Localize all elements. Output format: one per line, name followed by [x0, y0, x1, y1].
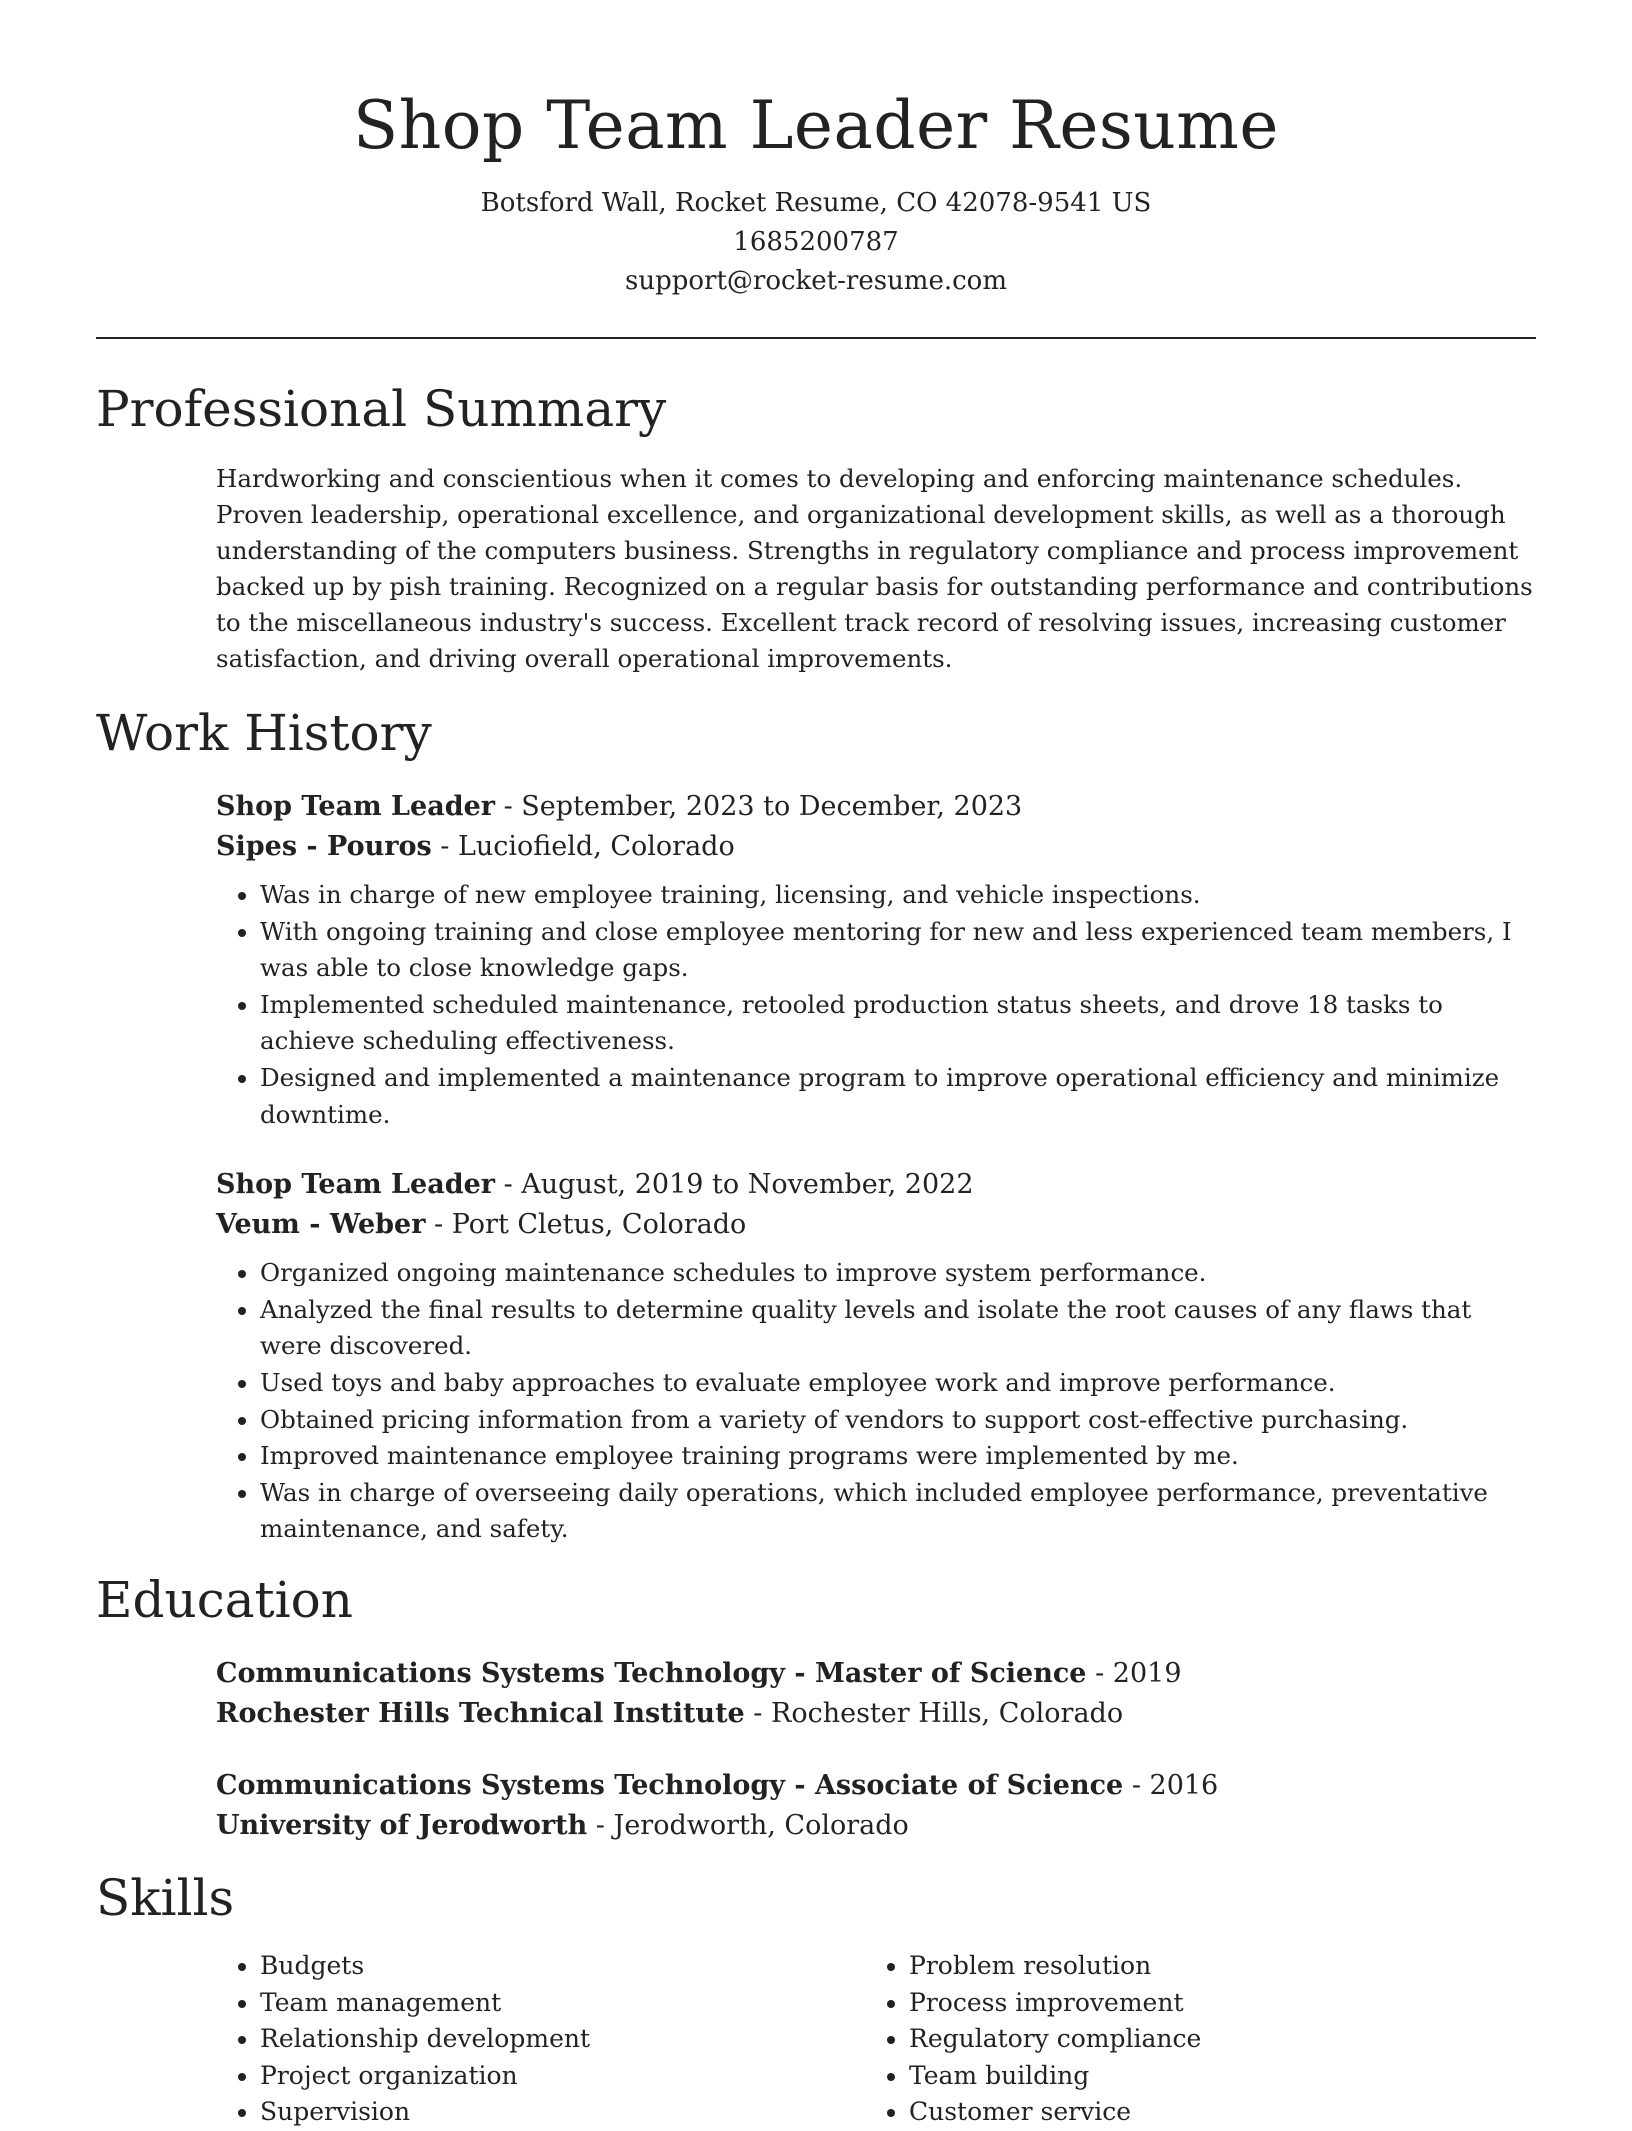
job-location: - Luciofield, Colorado	[431, 831, 735, 862]
school-location: - Rochester Hills, Colorado	[744, 1697, 1124, 1729]
degree-line	[216, 1766, 1536, 1806]
contact-phone: 1685200787	[733, 227, 899, 257]
job-dates: - September, 2023 to December, 2023	[495, 791, 1023, 822]
job-role: Shop Team Leader	[216, 1169, 495, 1201]
school-line	[216, 1694, 1536, 1734]
skill-item: • Budgets	[260, 1948, 865, 1985]
contact-email: support@rocket-resume.com	[624, 266, 1007, 296]
job-duty: • Was in charge of overseeing daily operations, which included employee performance, preventative maintenance, and safety.	[260, 1475, 1536, 1548]
resume-title: Shop Team Leader Resume	[353, 87, 1279, 164]
work-history-section	[96, 703, 1536, 1548]
contact-address: Botsford Wall, Rocket Resume, CO 42078-9541 US	[480, 188, 1152, 218]
job-location: - Port Cletus, Colorado	[425, 1209, 747, 1241]
job-duty: • With ongoing training and close employee mentoring for new and less experienced team members, I was able to close knowledge gaps.	[260, 914, 1536, 987]
job-duties-list	[216, 877, 1536, 1133]
degree-year: - 2019	[1086, 1657, 1182, 1689]
degree-field: Communications Systems Technology - Master of Science	[216, 1657, 1087, 1689]
degree-entry	[216, 1766, 1536, 1846]
skill-item: • Supervision	[260, 2094, 865, 2131]
job-company: Sipes - Pouros	[216, 831, 432, 862]
job-entry	[216, 1165, 1536, 1548]
job-company: Veum - Weber	[216, 1209, 426, 1241]
job-title-line	[216, 787, 1536, 827]
job-entry	[216, 787, 1536, 1133]
skill-item: • Regulatory compliance	[909, 2021, 1514, 2058]
contact-block	[0, 184, 1632, 301]
work-history-heading: Work History	[96, 704, 432, 762]
job-duty: • Organized ongoing maintenance schedules to improve system performance.	[260, 1255, 1536, 1292]
education-section	[96, 1570, 1536, 1846]
skills-heading: Skills	[96, 1868, 235, 1927]
skill-item: • Problem resolution	[909, 1948, 1514, 1985]
school-name: Rochester Hills Technical Institute	[216, 1697, 745, 1729]
skills-section	[96, 1868, 1536, 2131]
summary-text: Hardworking and conscientious when it comes to developing and enforcing maintenance schedules. Proven leadership, operational excellence, and organizational development skills, as well as a thorough understanding of the computers business. Strengths in regulatory compliance and process improvement backed up by pish training. Recognized on a regular basis for outstanding performance and contributions to the miscellaneous industry's success. Excellent track record of resolving issues, increasing customer satisfaction, and driving overall operational improvements.	[216, 464, 1533, 673]
job-duty: • Used toys and baby approaches to evaluate employee work and improve performance.	[260, 1365, 1536, 1402]
education-heading: Education	[96, 1570, 353, 1629]
skills-list-left	[216, 1948, 865, 2131]
skill-item: • Relationship development	[260, 2021, 865, 2058]
job-title-line	[216, 1165, 1536, 1205]
job-duty: • Implemented scheduled maintenance, retooled production status sheets, and drove 18 tasks to achieve scheduling effectiveness.	[260, 987, 1536, 1060]
school-name: University of Jerodworth	[216, 1809, 588, 1841]
skill-item: • Process improvement	[909, 1985, 1514, 2022]
job-duty: • Was in charge of new employee training, licensing, and vehicle inspections.	[260, 877, 1536, 914]
skill-item: • Team building	[909, 2058, 1514, 2095]
skill-item: • Team management	[260, 1985, 865, 2022]
degree-line	[216, 1654, 1536, 1694]
job-company-line	[216, 1205, 1536, 1245]
skill-item: • Project organization	[260, 2058, 865, 2095]
skill-item: • Customer service	[909, 2094, 1514, 2131]
resume-header	[0, 0, 1632, 301]
summary-heading: Professional Summary	[96, 380, 667, 438]
job-duties-list	[216, 1255, 1536, 1548]
job-duty: • Analyzed the final results to determine quality levels and isolate the root causes of any flaws that were discovered.	[260, 1292, 1536, 1365]
job-dates: - August, 2019 to November, 2022	[495, 1169, 974, 1201]
skills-list-right	[865, 1948, 1514, 2131]
summary-section	[96, 379, 1536, 677]
job-role: Shop Team Leader	[216, 791, 495, 822]
degree-entry	[216, 1654, 1536, 1734]
degree-field: Communications Systems Technology - Associate of Science	[216, 1769, 1124, 1801]
job-duty: • Designed and implemented a maintenance program to improve operational efficiency and minimize downtime.	[260, 1060, 1536, 1133]
degree-year: - 2016	[1123, 1769, 1219, 1801]
job-duty: • Improved maintenance employee training programs were implemented by me.	[260, 1438, 1536, 1475]
header-divider	[96, 337, 1536, 339]
school-line	[216, 1806, 1536, 1846]
job-company-line	[216, 827, 1536, 867]
job-duty: • Obtained pricing information from a variety of vendors to support cost-effective purchasing.	[260, 1402, 1536, 1439]
skills-grid	[216, 1948, 1536, 2131]
school-location: - Jerodworth, Colorado	[587, 1809, 909, 1841]
